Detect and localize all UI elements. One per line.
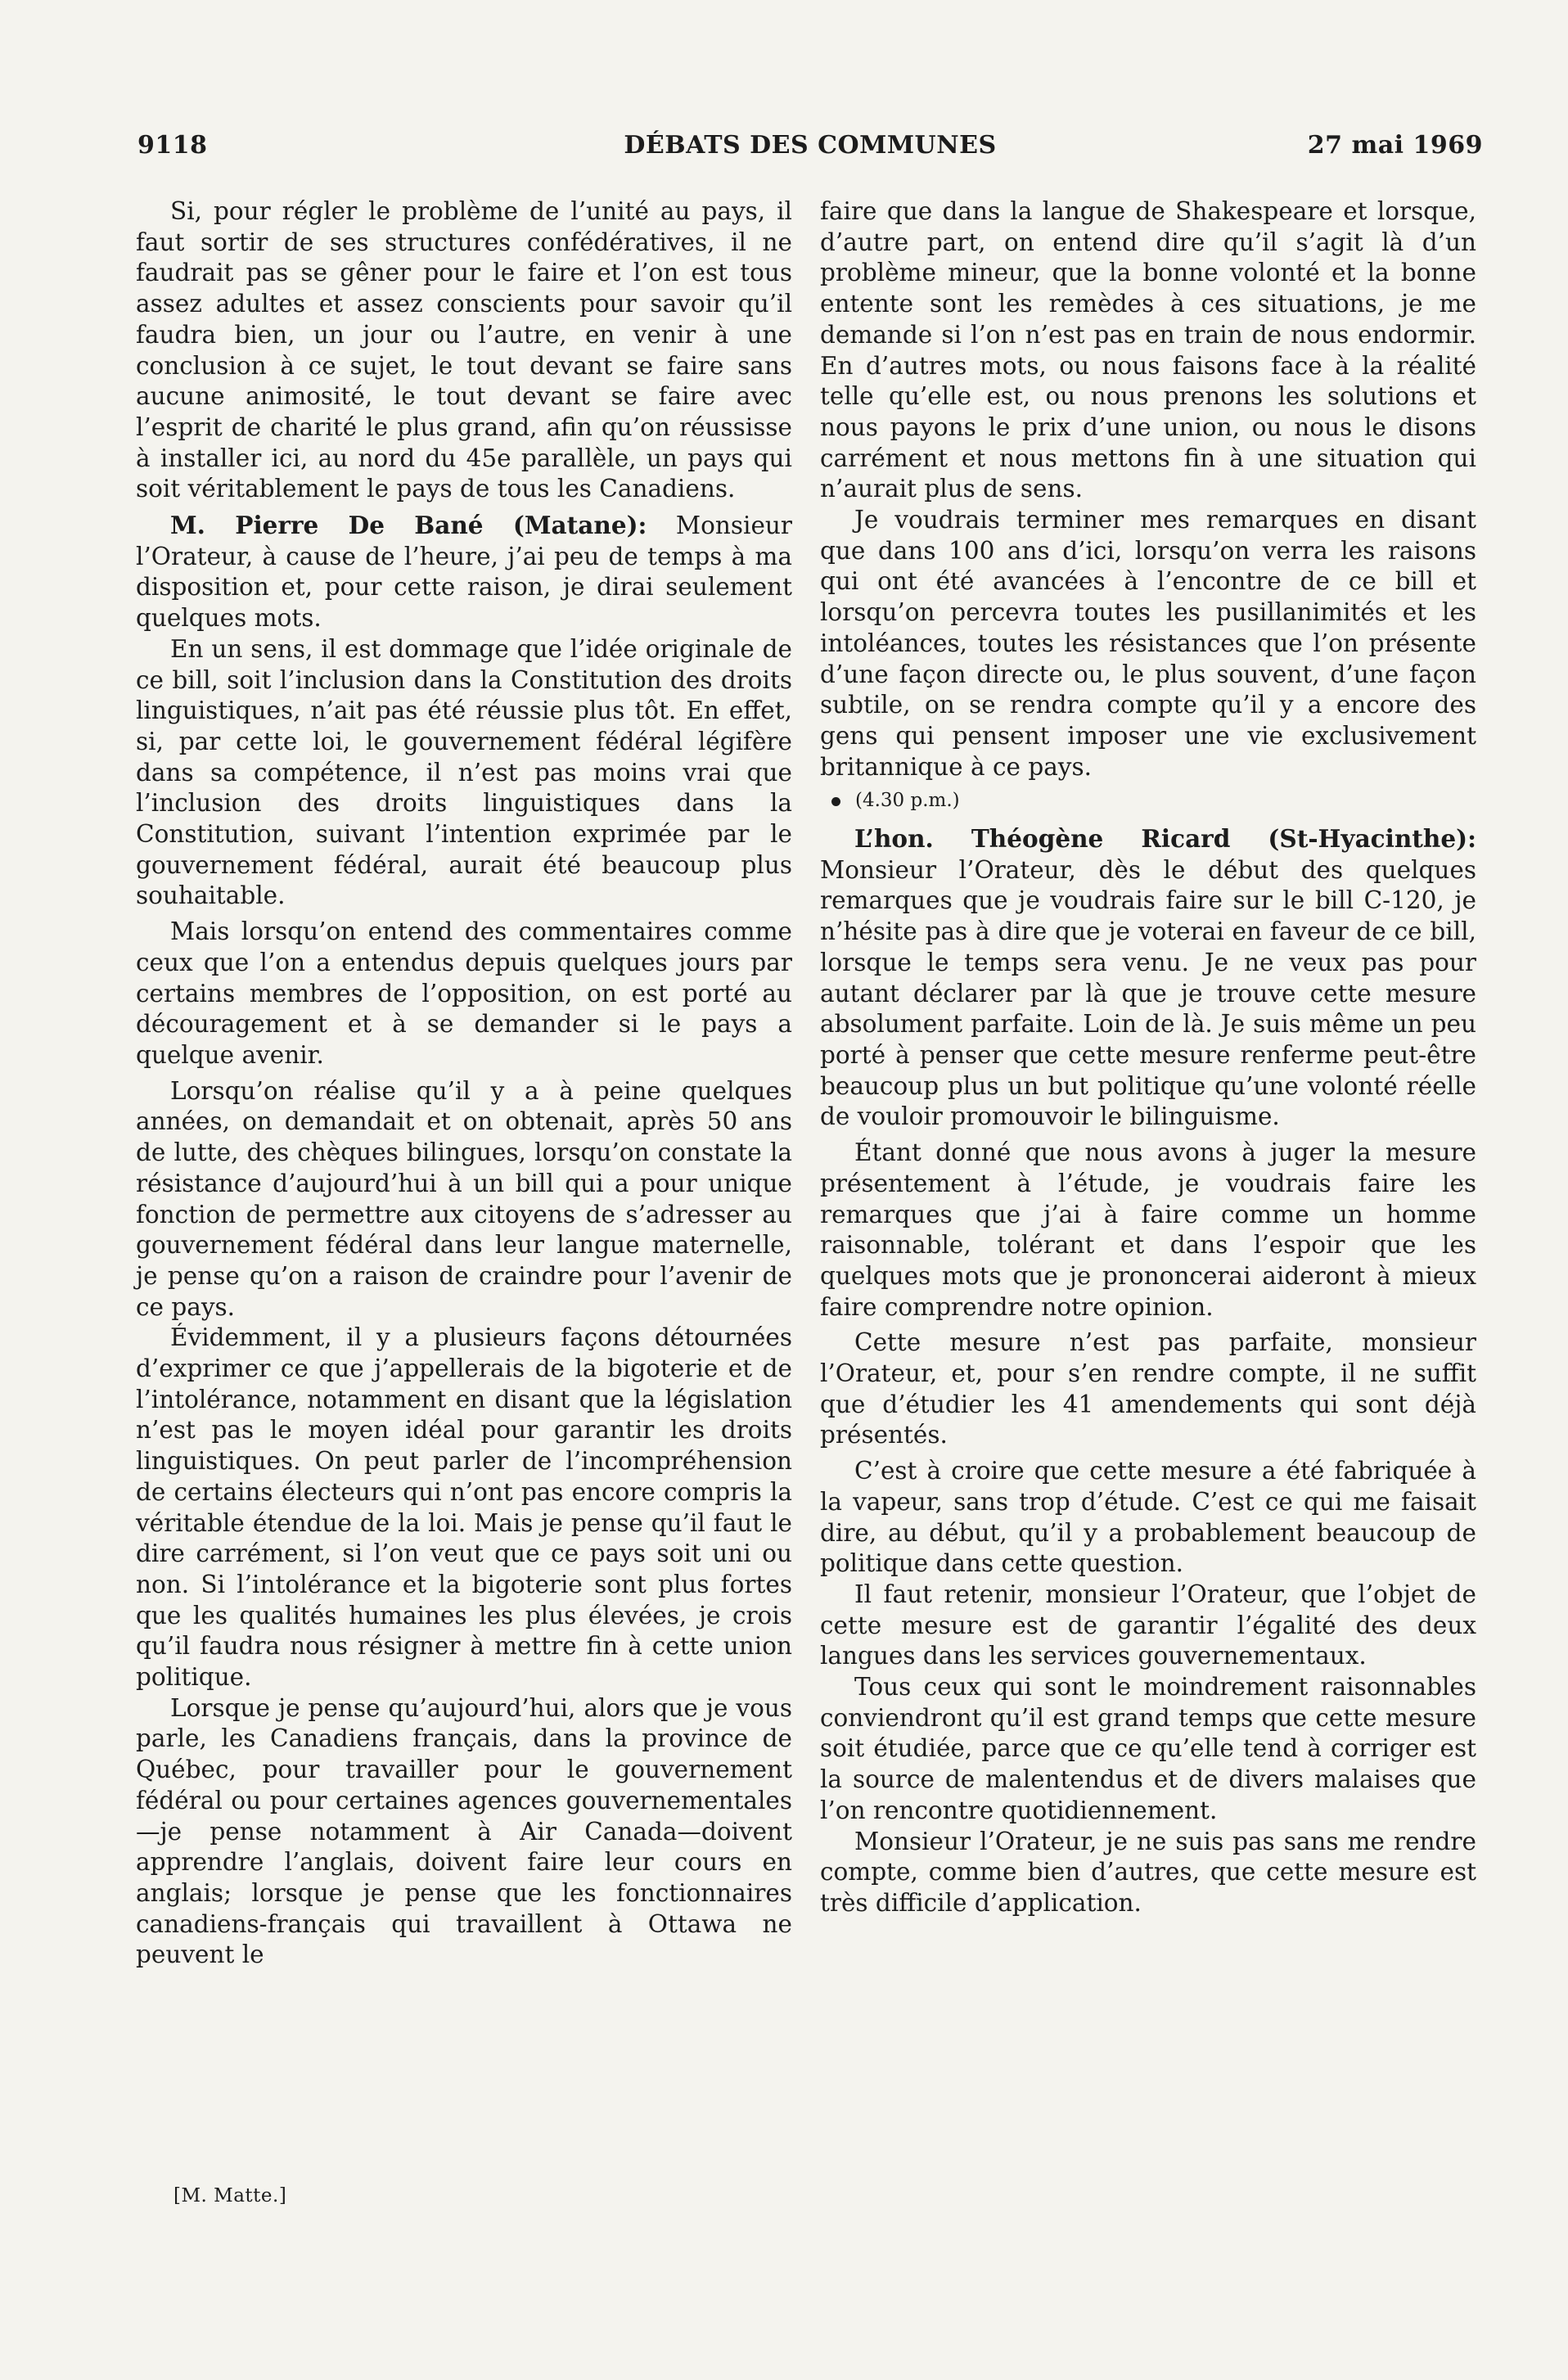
speaker-name: L’hon. Théogène Ricard (St-Hyacinthe): [854, 824, 1476, 854]
page-number: 9118 [137, 131, 208, 160]
paragraph: Monsieur l’Orateur, je ne suis pas sans me rendre compte, comme bien d’autres, que cette mesure est très difficile d’application. [820, 1827, 1476, 1917]
paragraph [136, 510, 792, 634]
paragraph: Cette mesure n’est pas parfaite, monsieur l’Orateur, et, pour s’en rendre compte, il ne suffit que d’étudier les 41 amendements qui sont déjà présentés. [820, 1328, 1476, 1449]
speech-text: Monsieur l’Orateur, à cause de l’heure, j’ai peu de temps à ma disposition et, pour cette raison, je dirai seulement quelques mots. [136, 512, 792, 633]
page-header [137, 131, 1483, 167]
footer-note: [M. Matte.] [173, 2185, 287, 2206]
paragraph: C’est à croire que cette mesure a été fabriquée à la vapeur, sans trop d’étude. C’est ce qui me faisait dire, au début, qu’il y a probablement beaucoup de politique dans cette question. [820, 1457, 1476, 1578]
left-column [136, 196, 792, 1971]
time-marker [820, 786, 1476, 817]
paragraph: En un sens, il est dommage que l’idée originale de ce bill, soit l’inclusion dans la Constitution des droits linguistiques, n’ait pas été réussie plus tôt. En effet, si, par cette loi, le gouvernement fédéral légifère dans sa compétence, il n’est pas moins vrai que l’inclusion des droits linguistiques dans la Constitution, suivant l’intention exprimée par le gouvernement fédéral, aurait été beaucoup plus souhaitable. [136, 634, 792, 910]
paragraph: Si, pour régler le problème de l’unité au pays, il faut sortir de ses structures confédératives, il ne faudrait pas se gêner pour le faire et l’on est tous assez adultes et assez conscients pour savoir qu’il faudra bien, un jour ou l’autre, en venir à une conclusion à ce sujet, le tout devant se faire sans aucune animosité, le tout devant se faire avec l’esprit de charité le plus grand, afin qu’on réussisse à installer ici, au nord du 45e parallèle, un pays qui soit véritablement le pays de tous les Canadiens. [136, 197, 792, 503]
paragraph: Mais lorsqu’on entend des commentaires comme ceux que l’on a entendus depuis quelques jours par certains membres de l’opposition, on est porté au découragement et à se demander si le pays a quelque avenir. [136, 917, 792, 1069]
bullet-icon [831, 797, 840, 806]
paragraph: Évidemment, il y a plusieurs façons détournées d’exprimer ce que j’appellerais de la bigoterie et de l’intolérance, notamment en disant que la législation n’est pas le moyen idéal pour garantir les droits linguistiques. On peut parler de l’incompréhension de certains électeurs qui n’ont pas encore compris la véritable étendue de la loi. Mais je pense qu’il faut le dire carrément, si l’on veut que ce pays soit uni ou non. Si l’intolérance et la bigoterie sont plus fortes que les qualités humaines les plus élevées, je crois qu’il faudra nous résigner à mettre fin à cette union politique. [136, 1323, 792, 1692]
page-title: DÉBATS DES COMMUNES [624, 131, 997, 160]
speaker-name: M. Pierre De Bané (Matane): [170, 511, 647, 540]
paragraph: Lorsqu’on réalise qu’il y a à peine quelques années, on demandait et on obtenait, après 50 ans de lutte, des chèques bilingues, lorsqu’on constate la résistance d’aujourd’hui à un bill qui a pour unique fonction de permettre aux citoyens de s’adresser au gouvernement fédéral dans leur langue maternelle, je pense qu’on a raison de craindre pour l’avenir de ce pays. [136, 1076, 792, 1321]
paragraph: faire que dans la langue de Shakespeare et lorsque, d’autre part, on entend dire qu’il s’agit là d’un problème mineur, que la bonne volonté et la bonne entente sont les remèdes à ces situations, je me demande si l’on n’est pas en train de nous endormir. En d’autres mots, ou nous faisons face à la réalité telle qu’elle est, ou nous prenons les solutions et nous payons le prix d’une union, ou nous le disons carrément et nous mettons fin à une situation qui n’aurait plus de sens. [820, 197, 1476, 503]
paragraph: Il faut retenir, monsieur l’Orateur, que l’objet de cette mesure est de garantir l’égalité des deux langues dans les services gouvernementaux. [820, 1580, 1476, 1670]
speech-text: Monsieur l’Orateur, dès le début des quelques remarques que je voudrais faire sur le bill C-120, je n’hésite pas à dire que je voterai en faveur de ce bill, lorsque le temps sera venu. Je ne veux pas pour autant déclarer par là que je trouve cette mesure absolument parfaite. Loin de là. Je suis même un peu porté à penser que cette mesure renferme peut-être beaucoup plus un but politique qu’une volonté réelle de vouloir promouvoir le bilinguisme. [820, 855, 1476, 1131]
page-date: 27 mai 1969 [1307, 131, 1483, 160]
paragraph: Tous ceux qui sont le moindrement raisonnables conviendront qu’il est grand temps que cette mesure soit étudiée, parce que ce qu’elle tend à corriger est la source de malentendus et de divers malaises que l’on rencontre quotidiennement. [820, 1673, 1476, 1824]
paragraph: Lorsque je pense qu’aujourd’hui, alors que je vous parle, les Canadiens français, dans la province de Québec, pour travailler pour le gouvernement fédéral ou pour certaines agences gouvernementales—je pense notamment à Air Canada—doivent apprendre l’anglais, doivent faire leur cours en anglais; lorsque je pense que les fonctionnaires canadiens-français qui travaillent à Ottawa ne peuvent le [136, 1693, 792, 1969]
paragraph: Je voudrais terminer mes remarques en disant que dans 100 ans d’ici, lorsqu’on verra les raisons qui ont été avancées à l’encontre de ce bill et lorsqu’on percevra toutes les pusillanimités et les intoléances, toutes les résistances que l’on présente d’une façon directe ou, le plus souvent, d’une façon subtile, on se rendra compte qu’il y a encore des gens qui pensent imposer une vie exclusivement britannique à ce pays. [820, 506, 1476, 781]
paragraph: Étant donné que nous avons à juger la mesure présentement à l’étude, je voudrais faire les remarques que j’ai à faire comme un homme raisonnable, tolérant et dans l’espoir que les quelques mots que je prononcerai aideront à mieux faire comprendre notre opinion. [820, 1138, 1476, 1321]
paragraph [820, 823, 1476, 1133]
time-text: (4.30 p.m.) [855, 790, 960, 812]
right-column [820, 196, 1476, 1919]
